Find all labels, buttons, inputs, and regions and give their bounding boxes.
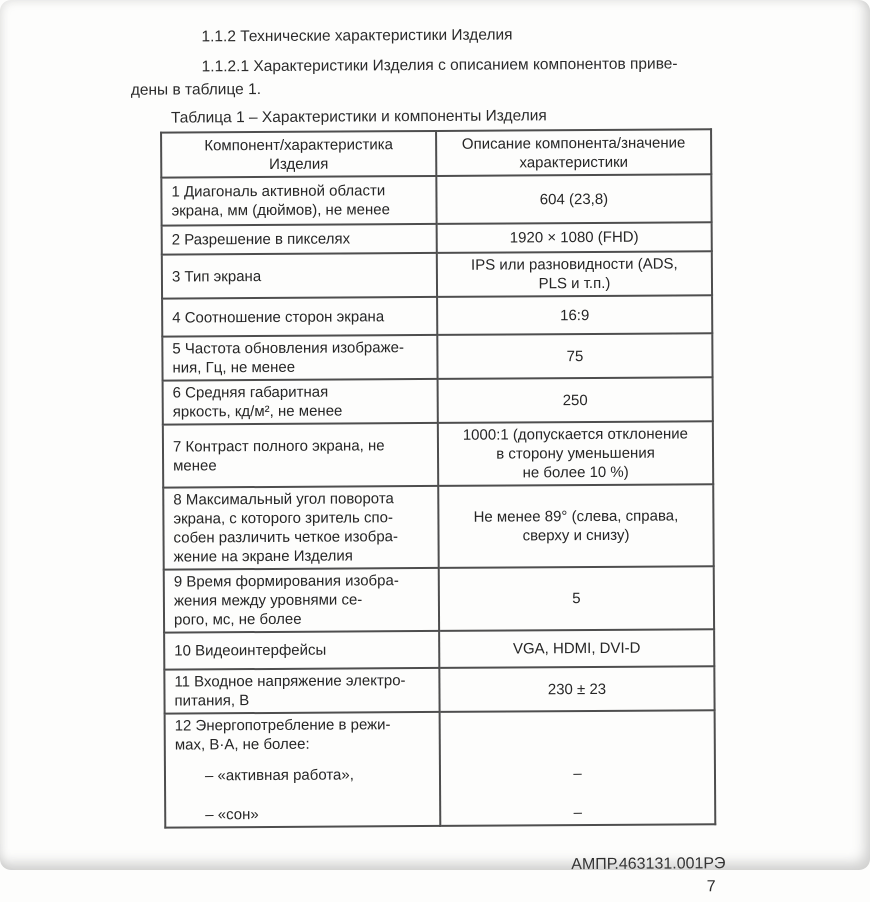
component-line: ния, Гц, не менее [172,358,296,377]
value-line: сверху и снизу) [522,526,630,545]
sub-item-label: – «сон» [205,806,259,824]
component-line: 3 Тип экрана [171,267,262,286]
component-line: 9 Время формирования изобра- [173,572,399,591]
sub-item-label: – «активная работа», [204,766,354,785]
table-row [161,174,711,225]
header-line: Компонент/характеристика [204,135,394,154]
component-cell [162,297,437,337]
value-cell [437,333,712,379]
component-cell [162,224,437,255]
table-header-row [161,129,711,177]
value-line: 604 (23,8) [539,190,609,208]
value-line: VGA, HDMI, DVI-D [512,639,641,658]
component-cell [163,486,438,570]
component-line: мах, В·А, не более: [174,735,310,754]
component-line: яркость, кд/м², не менее [172,402,343,421]
table-row [165,710,716,827]
value-cell [437,295,712,335]
value-cell [439,629,714,668]
value-cell [440,710,716,826]
component-line: питания, В [174,692,250,710]
section-heading: 1.1.2 Технические характеристики Изделия [201,26,513,46]
value-line: 1920 × 1080 (FHD) [509,228,639,247]
table-row [162,251,712,298]
component-line: рого, мс, не более [173,610,302,629]
component-line: 10 Видеоинтерфейсы [174,641,327,660]
component-line: менее [173,456,217,475]
table-caption: Таблица 1 – Характеристики и компоненты Изделия [170,107,547,127]
value-line: 75 [566,347,584,365]
component-cell [164,631,439,670]
component-cell [163,423,438,488]
component-line: 2 Разрешение в пикселях [171,230,351,249]
header-line: Описание компонента/значение [461,133,686,153]
value-line: 250 [562,391,588,409]
value-cell [437,222,712,253]
table-row [163,484,713,569]
component-cell [161,176,436,226]
page-footer [135,852,725,902]
value-cell [439,666,714,712]
value-cell [438,377,713,423]
component-line: 7 Контраст полного экрана, не [172,436,385,456]
value-line: в сторону уменьшения [496,444,655,463]
component-line: экрана, мм (дюймов), не менее [171,201,390,220]
component-cell [164,568,439,633]
value-line: 1000:1 (допускается отклонение [462,425,689,444]
table-row [162,333,712,380]
header-line: характеристики [519,153,629,171]
sub-item-value: – [573,765,582,783]
paragraph-line: дены в таблице 1. [130,81,262,99]
value-line: 230 ± 23 [547,680,607,698]
header-line: Изделия [269,155,329,173]
table-row [162,222,712,254]
value-cell [438,484,713,568]
table-row [163,421,713,487]
component-cell [162,335,437,381]
value-cell [436,174,711,224]
component-line: 8 Максимальный угол поворота [173,490,394,509]
value-line: не более 10 %) [522,463,629,482]
component-cell [162,253,437,299]
table-row [164,629,714,669]
table-row [162,295,712,336]
component-line: 12 Энергопотребление в режи- [174,716,391,735]
value-cell [438,421,713,486]
component-line: 11 Входное напряжение электро- [174,672,406,691]
value-line: 16:9 [560,306,590,324]
spec-table-body [161,174,715,827]
table-row [163,377,713,424]
value-line: IPS или разновидности (ADS, [470,255,678,274]
value-cell [437,251,712,297]
component-cell [165,712,441,828]
value-cell [439,566,714,631]
paragraph-line: 1.1.2.1 Характеристики Изделия с описанием компонентов приве- [201,55,678,76]
component-line: экрана, с которого зритель спо- [173,509,393,528]
value-line: Не менее 89° (слева, справа, [473,507,679,526]
header-cell-description [436,129,711,176]
component-cell [163,379,438,425]
page-number: 7 [706,878,716,896]
document-number: АМПР.463131.001РЭ [571,855,726,874]
component-line: жение на экране Изделия [173,547,353,566]
value-line: 5 [572,590,581,608]
value-line: PLS и т.п.) [538,274,611,293]
table-row [164,566,714,632]
spec-table [160,128,716,828]
component-line: собен различить четкое изобра- [173,528,399,547]
component-line: 4 Соотношение сторон экрана [172,307,385,327]
header-cell-component [161,131,436,178]
component-line: 1 Диагональ активной области [171,182,386,201]
component-cell [164,668,439,714]
component-line: жения между уровнями се- [173,591,363,610]
page-content [130,0,725,902]
intro-paragraph [131,52,721,102]
sub-item-value: – [573,804,582,822]
table-row [164,666,714,713]
component-line: 5 Частота обновления изображе- [172,339,405,358]
component-line: 6 Средняя габаритная [172,383,329,402]
